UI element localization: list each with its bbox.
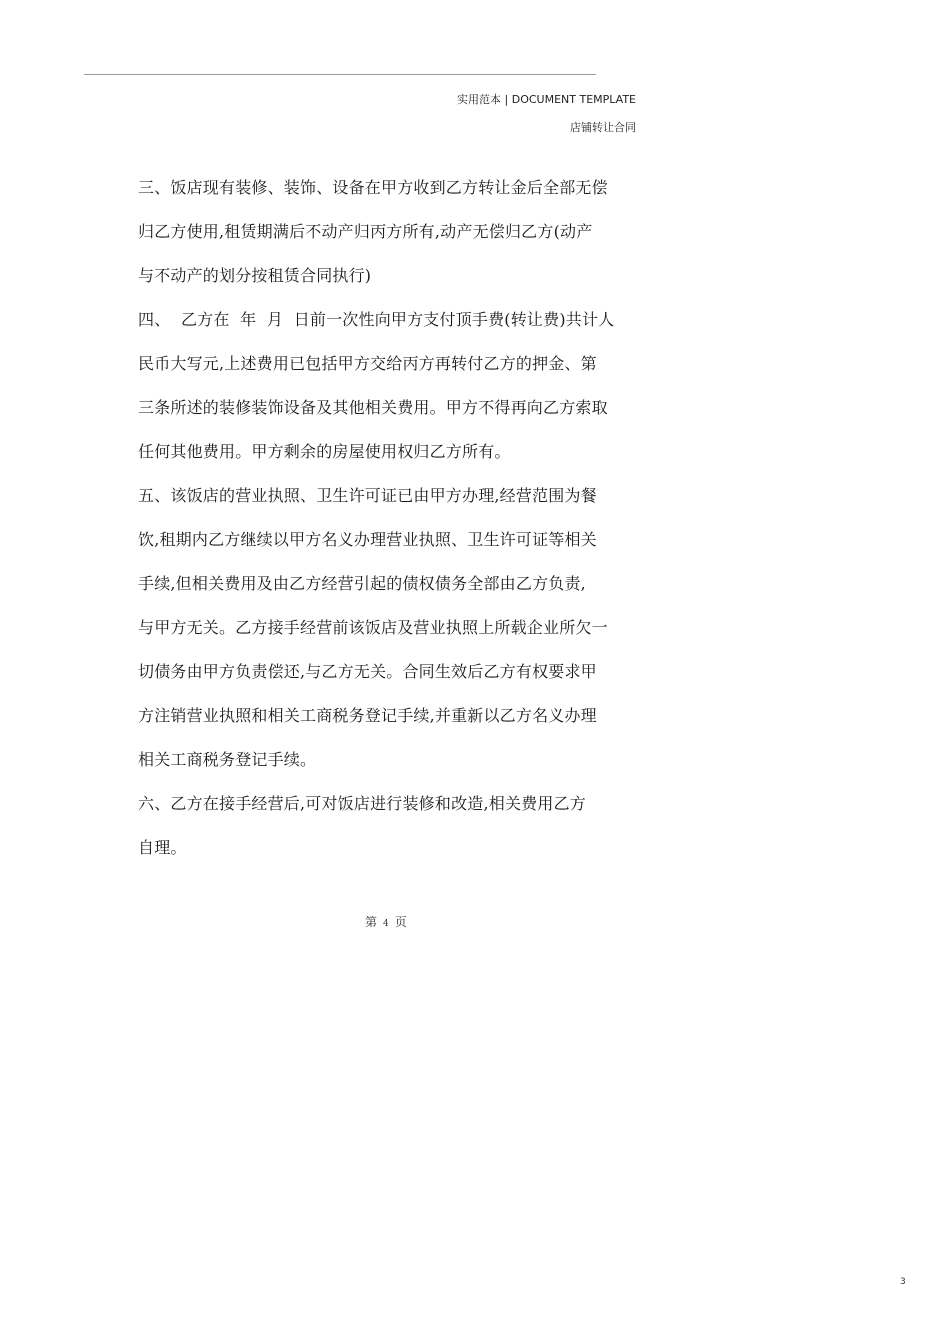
body-line: 五、该饭店的营业执照、卫生许可证已由甲方办理,经营范围为餐 [138, 486, 597, 505]
body-line: 与不动产的划分按租赁合同执行) [138, 266, 372, 285]
corner-page-number: 3 [900, 1277, 906, 1287]
contract-body [138, 166, 638, 870]
body-line: 手续,但相关费用及由乙方经营引起的债权债务全部由乙方负责, [138, 574, 586, 593]
page-suffix: 页 [394, 915, 407, 929]
body-line: 方注销营业执照和相关工商税务登记手续,并重新以乙方名义办理 [138, 706, 597, 725]
header-rule [84, 74, 596, 75]
body-line: 六、乙方在接手经营后,可对饭店进行装修和改造,相关费用乙方 [138, 794, 586, 813]
body-line: 三、饭店现有装修、装饰、设备在甲方收到乙方转让金后全部无偿 [138, 178, 608, 197]
body-line: 自理。 [138, 838, 187, 857]
body-line: 三条所述的装修装饰设备及其他相关费用。甲方不得再向乙方索取 [138, 398, 608, 417]
body-line: 任何其他费用。甲方剩余的房屋使用权归乙方所有。 [138, 442, 511, 461]
body-line: 与甲方无关。乙方接手经营前该饭店及营业执照上所载企业所欠一 [138, 618, 608, 637]
body-line: 饮,租期内乙方继续以甲方名义办理营业执照、卫生许可证等相关 [138, 530, 597, 549]
body-line: 归乙方使用,租赁期满后不动产归丙方所有,动产无偿归乙方(动产 [138, 222, 593, 241]
body-line: 民币大写元,上述费用已包括甲方交给丙方再转付乙方的押金、第 [138, 354, 597, 373]
page-number [365, 914, 407, 932]
page-number-value: 4 [383, 919, 389, 929]
document-title: 店铺转让合同 [570, 121, 636, 134]
document-template-label: 实用范本 | DOCUMENT TEMPLATE [457, 93, 636, 106]
body-line: 四、 乙方在 年 月 日前一次性向甲方支付顶手费(转让费)共计人 [138, 310, 615, 329]
page-prefix: 第 [365, 915, 378, 929]
body-line: 相关工商税务登记手续。 [138, 750, 317, 769]
body-line: 切债务由甲方负责偿还,与乙方无关。合同生效后乙方有权要求甲 [138, 662, 597, 681]
